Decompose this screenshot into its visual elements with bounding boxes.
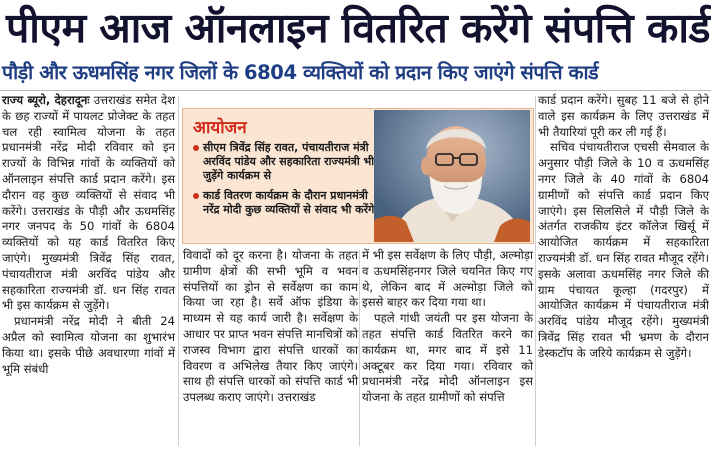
column-1-paragraph-2: प्रधानमंत्री नरेंद्र मोदी ने बीती 24 अप्रैल को स्वामित्व योजना का शुभारंभ किया था। इसके पीछे अवधारणा गांवों में भूमि संबंधी (2, 314, 175, 376)
article-column-3 (362, 248, 533, 448)
box-title: आयोजन (193, 118, 247, 138)
column-1-lead-text: उत्तराखंड समेत देश के छह राज्यों में पायलट प्रोजेक्ट के तहत चल रही स्वामित्व योजना के तहत प्रधानमंत्री नरेंद्र मोदी रविवार को इन राज्यों के विभिन्न गांवों के व्यक्तियों को ऑनलाइन संपत्ति कार्ड प्रदान करेंगे। इस दौरान वह कुछ व्यक्तियों से संवाद भी करेंगे। उत्तराखंड के पौड़ी और ऊधमसिंह नगर जनपद के 50 गांवों के 6804 व्यक्तियों को यह कार्ड वितरित किए जाएंगे। मुख्यमंत्री त्रिवेंद्र सिंह रावत, पंचायतीराज मंत्री अरविंद पांडेय और सहकारिता राज्यमंत्री डॉ. धन सिंह रावत भी इस कार्यक्रम से जुड़ेंगे। (2, 93, 175, 313)
column-separator (535, 96, 536, 446)
sub-headline: पौड़ी और ऊधमसिंह नगर जिलों के 6804 व्यक्तियों को प्रदान किए जाएंगे संपत्ति कार्ड (2, 61, 599, 84)
portrait-illustration (374, 110, 530, 242)
header-divider (0, 90, 711, 91)
column-2-paragraph-1: विवादों को दूर करना है। योजना के तहत ग्रामीण क्षेत्रों की सभी भूमि व भवन संपत्तियों का ड्रोन से सर्वेक्षण का काम किया जा रहा है। सर्वे ऑफ इंडिया के माध्यम से यह कार्य जारी है। सर्वेक्षण के आधार पर प्राप्त भवन संपत्ति मानचित्रों को राजस्व विभाग द्वारा संपत्ति धारकों का विवरण व अभिलेख तैयार किए जाएंगे। साथ ही संपत्ति धारकों को संपत्ति कार्ड भी उपलब्ध कराए जाएंगे। उत्तराखंड (183, 248, 358, 405)
column-separator (178, 96, 179, 446)
column-3-paragraph-2: पहले गांधी जयंती पर इस योजना के तहत संपत्ति कार्ड वितरित करने का कार्यक्रम था, मगर बाद में इसे 11 अक्टूबर कर दिया गया। रविवार को प्रधानमंत्री नरेंद्र मोदी ऑनलाइन इस योजना के तहत ग्रामीणों को संपत्ति (362, 311, 533, 405)
article-column-2 (183, 248, 358, 448)
box-bullet-item: कार्ड वितरण कार्यक्रम के दौरान प्रधानमंत्री नरेंद्र मोदी कुछ व्यक्तियों से संवाद भी करेंगे (191, 189, 377, 217)
page-headline: पीएम आज ऑनलाइन वितरित करेंगे संपत्ति कार्ड (6, 4, 710, 52)
pm-portrait-photo (374, 110, 530, 242)
article-column-4 (538, 93, 709, 449)
column-1-paragraph-1 (2, 93, 175, 314)
box-bullet-list (191, 141, 377, 222)
article-column-1 (2, 93, 175, 449)
column-separator (359, 250, 360, 446)
column-4-paragraph-1: कार्ड प्रदान करेंगे। सुबह 11 बजे से होने वाले इस कार्यक्रम के लिए उत्तराखंड में भी तैयारियां पूरी कर ली गई हैं। (538, 93, 709, 139)
column-4-paragraph-2: सचिव पंचायतीराज एचसी सेमवाल के अनुसार पौड़ी जिले के 10 व ऊधमसिंह नगर जिले के 40 गांवों के 6804 ग्रामीणों को संपत्ति कार्ड प्रदान किए जाएंगे। इस सिलसिले में पौड़ी जिले के अंतर्गत राजकीय इंटर कॉलेज खिर्सू में आयोजित कार्यक्रम में सहकारिता राज्यमंत्री डॉ. धन सिंह रावत मौजूद रहेंगे। इसके अलावा ऊधमसिंह नगर जिले की ग्राम पंचायत कूल्हा (गदरपुर) में आयोजित कार्यक्रम में पंचायतीराज मंत्री अरविंद पांडेय मौजूद रहेंगे। मुख्यमंत्री त्रिवेंद्र सिंह रावत भी भ्रमण के दौरान डेस्कटॉप के जरिये कार्यक्रम से जुड़ेंगे। (538, 140, 709, 360)
byline: राज्य ब्यूरो, देहरादूनः (2, 93, 90, 107)
column-3-paragraph-1: में भी इस सर्वेक्षण के लिए पौड़ी, अल्मोड़ा व ऊधमसिंहनगर जिले चयनित किए गए थे, लेकिन बाद में अल्मोड़ा जिले को इससे बाहर कर दिया गया था। (362, 248, 533, 310)
box-bullet-item: सीएम त्रिवेंद्र सिंह रावत, पंचायतीराज मंत्री अरविंद पांडेय और सहकारिता राज्यमंत्री भी जुड़ेंगे कार्यक्रम से (191, 141, 377, 184)
